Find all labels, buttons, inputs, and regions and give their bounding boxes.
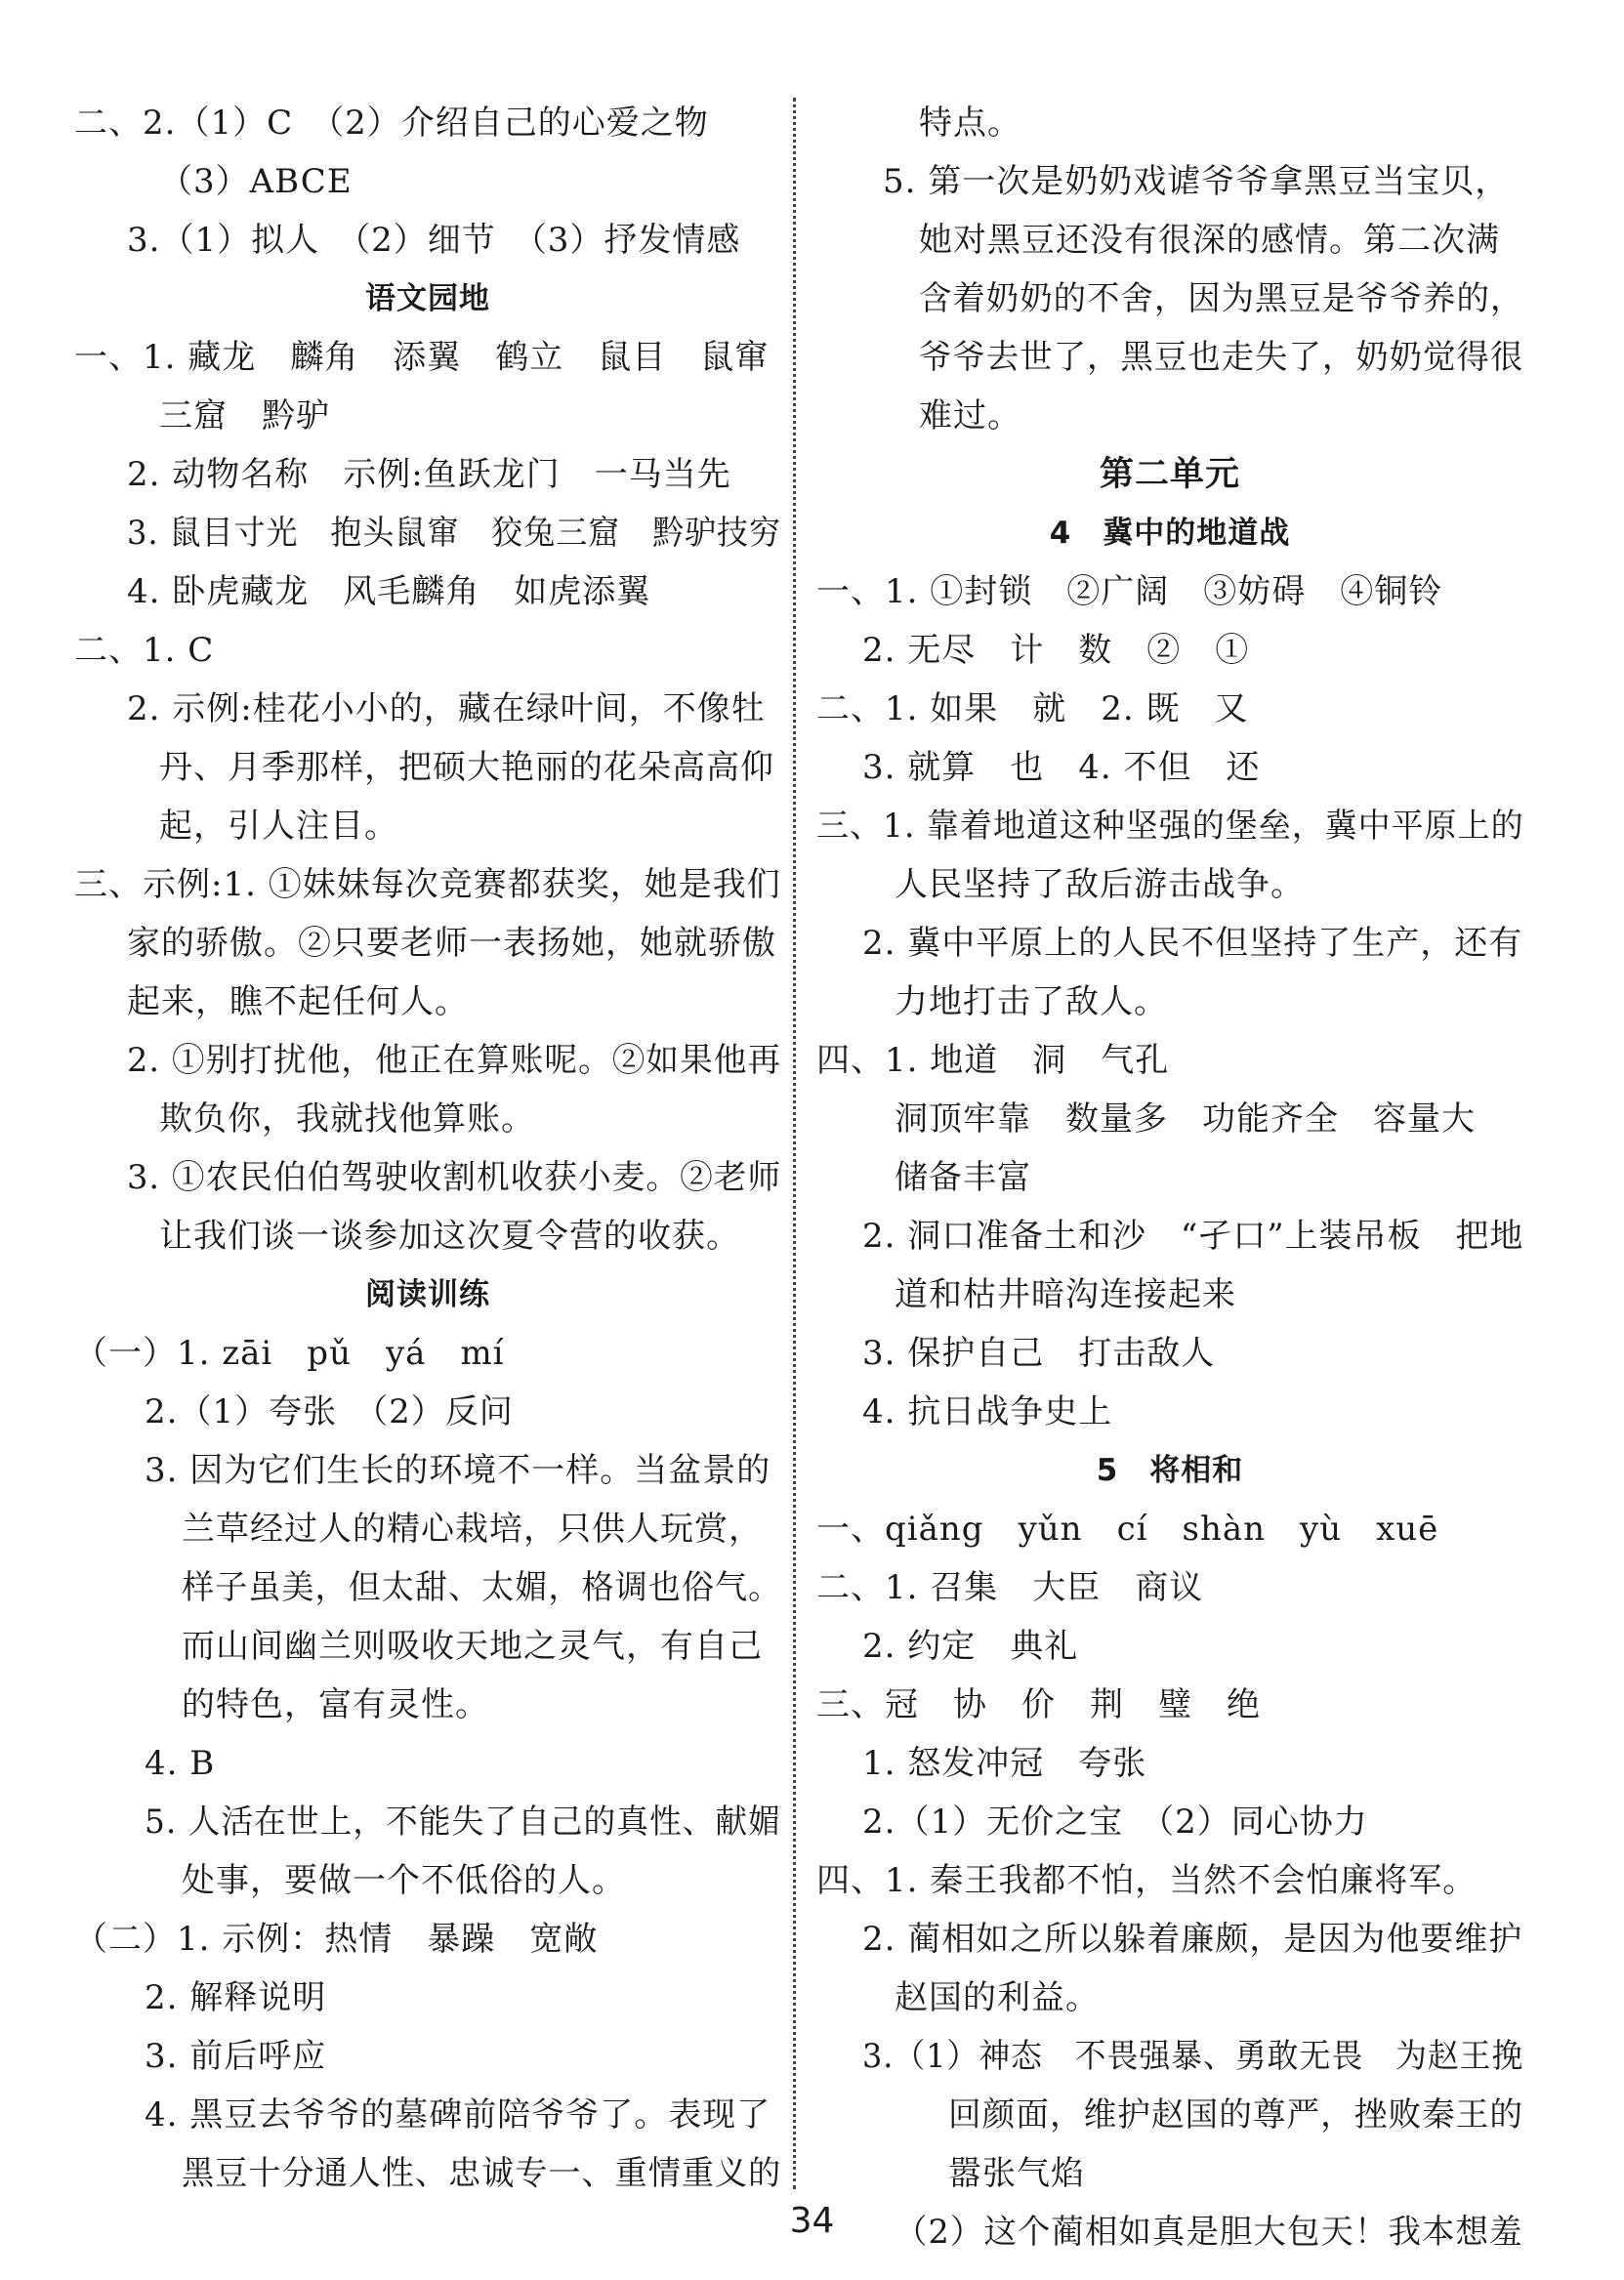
answer-line: 储备丰富 bbox=[895, 1158, 1031, 1197]
section-heading: 5 将相和 bbox=[1096, 1453, 1244, 1488]
answer-line: 2. 蔺相如之所以躲着廉颇，是因为他要维护 bbox=[862, 1920, 1523, 1959]
page-number: 34 bbox=[789, 2201, 835, 2241]
answer-line: 黑豆十分通人性、忠诚专一、重情重义的 bbox=[182, 2154, 782, 2193]
answer-line: 2.（1）无价之宝 （2）同心协力 bbox=[862, 1803, 1368, 1842]
answer-line: 4. B bbox=[145, 1744, 216, 1783]
right-column bbox=[816, 94, 1523, 2261]
answer-line: 4. 卧虎藏龙 风毛麟角 如虎添翼 bbox=[127, 572, 651, 611]
answer-line: 嚣张气焰 bbox=[948, 2154, 1085, 2193]
answer-line: 3. 前后呼应 bbox=[145, 2037, 327, 2076]
answer-line: 难过。 bbox=[919, 396, 1021, 435]
answer-line: 二、1. 召集 大臣 商议 bbox=[816, 1568, 1204, 1607]
answer-line: （一）1. zāi pǔ yá mí bbox=[74, 1334, 505, 1373]
answer-line: 含着奶奶的不舍，因为黑豆是爷爷养的， bbox=[919, 279, 1524, 318]
answer-line: 赵国的利益。 bbox=[895, 1978, 1100, 2017]
answer-line: 一、1. ①封锁 ②广阔 ③妨碍 ④铜铃 bbox=[816, 572, 1443, 611]
answer-line: 2. 洞口准备土和沙 “孑口”上装吊板 把地 bbox=[862, 1217, 1524, 1256]
answer-line: 特点。 bbox=[919, 104, 1021, 143]
answer-line: 三窟 黔驴 bbox=[159, 396, 330, 435]
section-heading: 语文园地 bbox=[365, 281, 490, 316]
section-heading: 4 冀中的地道战 bbox=[1049, 516, 1291, 551]
left-column bbox=[74, 94, 781, 2203]
answer-line: 力地打击了敌人。 bbox=[895, 982, 1168, 1021]
answer-line: 起来，瞧不起任何人。 bbox=[127, 982, 469, 1021]
answer-line: （二）1. 示例：热情 暴躁 宽敞 bbox=[74, 1920, 599, 1959]
answer-line: 让我们谈一谈参加这次夏令营的收获。 bbox=[159, 1217, 740, 1256]
answer-line: 2. 解释说明 bbox=[145, 1978, 327, 2017]
answer-line: 2. 约定 典礼 bbox=[862, 1627, 1079, 1666]
answer-line: 她对黑豆还没有很深的感情。第二次满 bbox=[919, 221, 1500, 260]
answer-line: 起，引人注目。 bbox=[159, 807, 398, 846]
answer-line: 的特色，富有灵性。 bbox=[182, 1685, 489, 1724]
answer-line: 洞顶牢靠 数量多 功能齐全 容量大 bbox=[895, 1099, 1476, 1139]
answer-line: 一、1. 藏龙 麟角 添翼 鹤立 鼠目 鼠窜 bbox=[74, 338, 770, 377]
answer-line: 三、冠 协 价 荆 璧 绝 bbox=[816, 1685, 1261, 1724]
answer-line: 二、1. 如果 就 2. 既 又 bbox=[816, 689, 1249, 728]
answer-line: 四、1. 地道 洞 气孔 bbox=[816, 1041, 1170, 1080]
answer-line: 一、qiǎng yǔn cí shàn yù xuē bbox=[816, 1510, 1439, 1549]
answer-line: （3）ABCE bbox=[159, 162, 353, 201]
answer-line: 2. 示例:桂花小小的，藏在绿叶间，不像牡 bbox=[127, 689, 766, 728]
answer-line: 二、1. C bbox=[74, 631, 215, 670]
answer-line: 2. 动物名称 示例:鱼跃龙门 一马当先 bbox=[127, 455, 731, 494]
answer-line: 回颜面，维护赵国的尊严，挫败秦王的 bbox=[948, 2095, 1524, 2135]
answer-line: 4. 黑豆去爷爷的墓碑前陪爷爷了。表现了 bbox=[145, 2095, 771, 2135]
answer-line: 3. 因为它们生长的环境不一样。当盆景的 bbox=[145, 1451, 771, 1490]
answer-line: 2. ①别打扰他，他正在算账呢。②如果他再 bbox=[127, 1041, 782, 1080]
answer-line: 2.（1）夸张 （2）反问 bbox=[145, 1392, 514, 1431]
answer-line: 1. 怒发冲冠 夸张 bbox=[862, 1744, 1147, 1783]
answer-line: 2. 无尽 计 数 ② ① bbox=[862, 631, 1250, 670]
answer-line: 家的骄傲。②只要老师一表扬她，她就骄傲 bbox=[127, 924, 776, 963]
answer-line: 四、1. 秦王我都不怕，当然不会怕廉将军。 bbox=[816, 1861, 1478, 1900]
answer-line: 4. 抗日战争史上 bbox=[862, 1392, 1113, 1431]
answer-line: 5. 第一次是奶奶戏谑爷爷拿黑豆当宝贝， bbox=[883, 162, 1510, 201]
answer-line: 2. 冀中平原上的人民不但坚持了生产，还有 bbox=[862, 924, 1523, 963]
answer-line: 三、1. 靠着地道这种坚强的堡垒，冀中平原上的 bbox=[816, 807, 1524, 846]
column-divider bbox=[793, 98, 796, 2189]
section-heading: 阅读训练 bbox=[365, 1277, 490, 1312]
unit-title: 第二单元 bbox=[1099, 455, 1240, 494]
answer-line: 三、示例:1. ①妹妹每次竞赛都获奖，她是我们 bbox=[74, 865, 781, 904]
answer-line: 而山间幽兰则吸收天地之灵气，有自己 bbox=[182, 1627, 763, 1666]
answer-line: 兰草经过人的精心栽培，只供人玩赏， bbox=[182, 1510, 763, 1549]
answer-line: 道和枯井暗沟连接起来 bbox=[895, 1275, 1236, 1314]
answer-line: 3. 保护自己 打击敌人 bbox=[862, 1334, 1216, 1373]
answer-line: 3. ①农民伯伯驾驶收割机收获小麦。②老师 bbox=[127, 1158, 782, 1197]
answer-line: 5. 人活在世上，不能失了自己的真性、献媚 bbox=[145, 1803, 781, 1842]
answer-line: 3. 鼠目寸光 抱头鼠窜 狡兔三窟 黔驴技穷 bbox=[127, 514, 781, 553]
answer-line: 样子虽美，但太甜、太媚，格调也俗气。 bbox=[182, 1568, 782, 1607]
answer-line: 处事，要做一个不低俗的人。 bbox=[182, 1861, 626, 1900]
answer-line: 人民坚持了敌后游击战争。 bbox=[895, 865, 1305, 904]
answer-line: （2）这个蔺相如真是胆大包天！我本想羞 bbox=[895, 2213, 1523, 2252]
answer-line: 3. 就算 也 4. 不但 还 bbox=[862, 748, 1261, 787]
answer-line: 欺负你，我就找他算账。 bbox=[159, 1099, 535, 1139]
answer-line: 3.（1）拟人 （2）细节 （3）抒发情感 bbox=[127, 221, 741, 260]
answer-line: 3.（1）神态 不畏强暴、勇敢无畏 为赵王挽 bbox=[862, 2037, 1524, 2076]
answer-line: 爷爷去世了，黑豆也走失了，奶奶觉得很 bbox=[919, 338, 1524, 377]
answer-line: 丹、月季那样，把硕大艳丽的花朵高高仰 bbox=[159, 748, 774, 787]
answer-line: 二、2.（1）C （2）介绍自己的心爱之物 bbox=[74, 104, 709, 143]
